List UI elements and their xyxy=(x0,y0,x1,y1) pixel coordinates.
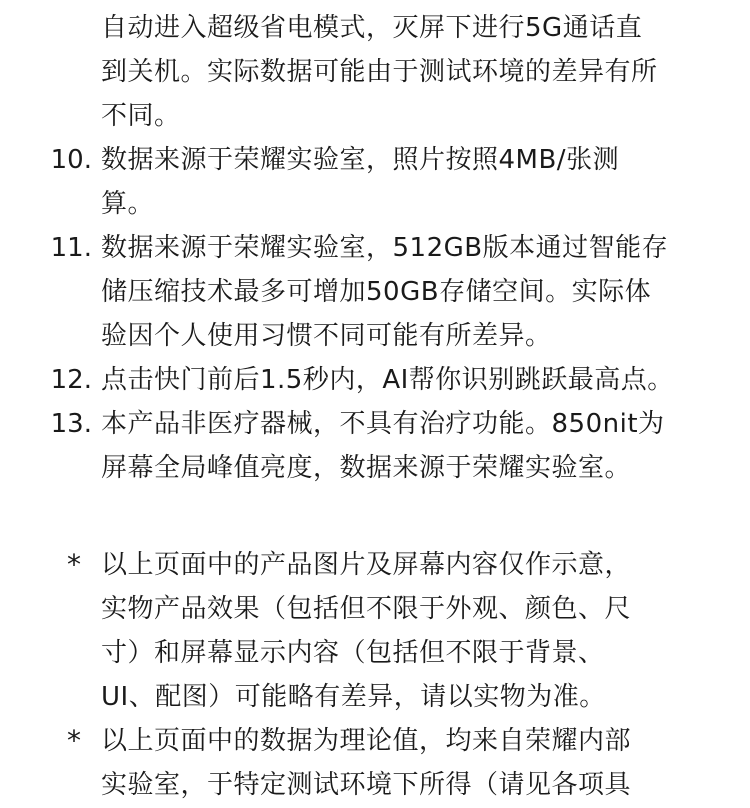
note-body xyxy=(101,6,701,138)
asterisk-marker: * xyxy=(67,548,81,581)
disclaimer-line: 寸）和屏幕显示内容（包括但不限于背景、 xyxy=(101,638,605,668)
note-body xyxy=(101,226,701,358)
note-line: 验因个人使用习惯不同可能有所差异。 xyxy=(101,321,552,351)
disclaimer-line: 实验室，于特定测试环境下所得（请见各项具 xyxy=(101,770,632,800)
note-line: 自动进入超级省电模式，灭屏下进行5G通话直 xyxy=(101,13,643,43)
disclaimer-body xyxy=(101,543,701,719)
asterisk-marker: * xyxy=(67,724,81,757)
note-body xyxy=(101,358,701,402)
note-line: 屏幕全局峰值亮度，数据来源于荣耀实验室。 xyxy=(101,453,632,483)
disclaimer-line: 以上页面中的产品图片及屏幕内容仅作示意， xyxy=(101,550,632,580)
note-body xyxy=(101,138,701,226)
disclaimer-line: 实物产品效果（包括但不限于外观、颜色、尺 xyxy=(101,594,632,624)
note-body xyxy=(101,402,701,490)
note-number: 13. xyxy=(50,409,92,439)
note-number: 11. xyxy=(50,233,92,263)
note-line: 数据来源于荣耀实验室，照片按照4MB/张测 xyxy=(101,145,620,175)
note-line: 本产品非医疗器械，不具有治疗功能。850nit为 xyxy=(101,409,665,439)
note-line: 点击快门前后1.5秒内，AI帮你识别跳跃最高点。 xyxy=(101,365,674,395)
note-line: 不同。 xyxy=(101,101,181,131)
note-number: 12. xyxy=(50,365,92,395)
disclaimer-line: 以上页面中的数据为理论值，均来自荣耀内部 xyxy=(101,726,632,756)
note-number: 10. xyxy=(50,145,92,175)
disclaimer-line: UI、配图）可能略有差异，请以实物为准。 xyxy=(101,682,606,712)
note-line: 到关机。实际数据可能由于测试环境的差异有所 xyxy=(101,57,658,87)
disclaimer-body xyxy=(101,719,701,807)
note-line: 储压缩技术最多可增加50GB存储空间。实际体 xyxy=(101,277,652,307)
note-line: 算。 xyxy=(101,189,155,219)
note-line: 数据来源于荣耀实验室，512GB版本通过智能存 xyxy=(101,233,669,263)
